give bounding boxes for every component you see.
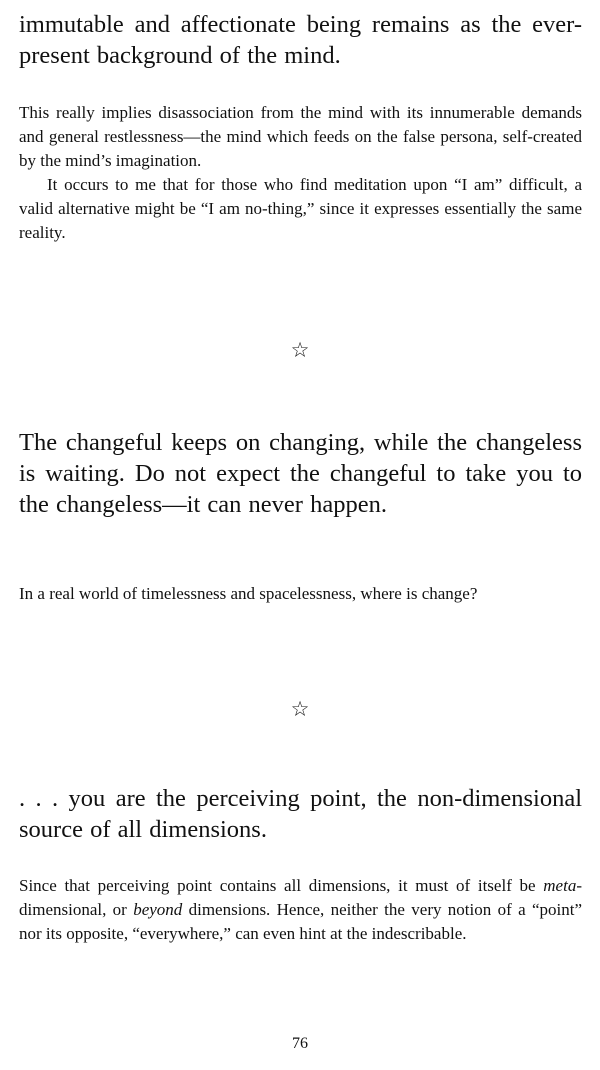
commentary-text: -dimensional, or — [19, 876, 582, 919]
commentary-block-3 — [19, 874, 582, 946]
commentary-block-2 — [19, 582, 582, 606]
commentary-block-1 — [19, 101, 582, 245]
emphasis-text: meta — [543, 876, 577, 895]
section-divider-star-icon: ☆ — [290, 697, 310, 721]
commentary-paragraph: This really implies disassociation from the mind with its innumerable demands and general restlessness—the mind which feeds on the false persona, self-created by the mind’s imagination. — [19, 103, 582, 170]
commentary-paragraph — [19, 874, 582, 946]
commentary-text: Since that perceiving point contains all dimensions, it must of itself be — [19, 876, 544, 895]
maharaj-quote: . . . you are the perceiving point, the non-dimensional source of all dimensions. — [19, 785, 582, 843]
section-divider-star-icon: ☆ — [290, 338, 310, 362]
commentary-paragraph: It occurs to me that for those who find meditation upon “I am” difficult, a valid alternative might be “I am no-thing,” since it expresses essentially the same reality. — [19, 175, 582, 242]
maharaj-quote: The changeful keeps on changing, while the changeless is waiting. Do not expect the changeful to take you to the changeless—it can never happen. — [19, 429, 582, 518]
commentary-text: dimensions. Hence, neither the very notion of a “point” nor its opposite, “everywhere,” can even hint at the indescribable. — [19, 900, 582, 943]
emphasis-text: beyond — [133, 900, 183, 919]
commentary-paragraph: In a real world of timelessness and spacelessness, where is change? — [19, 584, 478, 603]
continued-quote: immutable and affectionate being remains as the ever-present background of the mind. — [19, 11, 582, 69]
page-number: 76 — [292, 1035, 308, 1052]
